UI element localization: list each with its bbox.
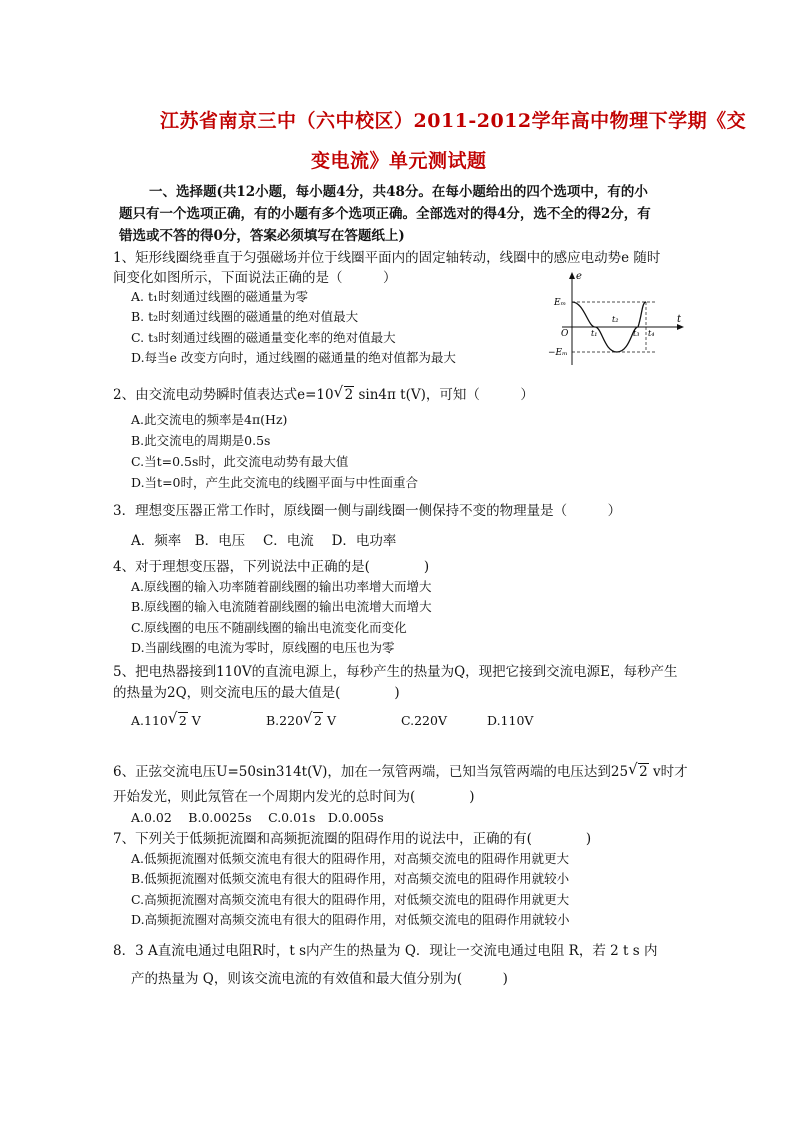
question-1-option-d: D.每当e 改变方向时，通过线圈的磁通量的绝对值都为最大: [131, 350, 456, 365]
question-4-line-1: 4、对于理想变压器，下列说法中正确的是( ): [113, 559, 430, 575]
graph-origin-label: O: [561, 329, 569, 339]
question-8-line-1: 8．3 A直流电通过电阻R时，t s内产生的热量为 Q．现让一交流电通过电阻 R，若 2 t s 内: [113, 943, 658, 959]
graph-neg-em-label: −Eₘ: [548, 348, 568, 358]
question-4-option-d: D.当副线圈的电流为零时，原线圈的电压也为零: [131, 640, 395, 655]
question-5-option-b-root: 2: [314, 713, 322, 728]
question-7-line-1: 7、下列关于低频扼流圈和高频扼流圈的阻碍作用的说法中，正确的有( ): [113, 831, 592, 847]
question-7-option-c: C.高频扼流圈对高频交流电有很大的阻碍作用，对低频交流电的阻碍作用就更大: [131, 892, 570, 907]
section-header-line-1: 一、选择题(共12小题，每小题4分，共48分。在每小题给出的四个选项中，有的小: [149, 184, 648, 200]
question-1-option-b: B. t₂时刻通过线圈的磁通量的绝对值最大: [131, 309, 359, 324]
sqrt-symbol: [170, 713, 188, 728]
graph-t-label: t: [677, 314, 682, 325]
graph-t3-label: t₃: [633, 329, 640, 338]
graph-e-axis-arrow: [569, 272, 575, 279]
graph-e-label: e: [576, 271, 582, 282]
question-2-suffix: sin4π t(V)，可知（ ）: [354, 387, 534, 403]
graph-t4-label: t₄: [648, 329, 655, 338]
question-2-option-d: D.当t=0时，产生此交流电的线圈平面与中性面重合: [131, 475, 419, 490]
question-3-line-1: 3．理想变压器正常工作时，原线圈一侧与副线圈一侧保持不变的物理量是（ ）: [113, 503, 622, 519]
question-5-option-b-prefix: B.220: [266, 713, 304, 728]
emf-time-graph: [538, 270, 688, 370]
sqrt-symbol: [336, 387, 355, 403]
question-5-option-b-suffix: V: [322, 713, 336, 728]
question-5-line-1: 5、把电热器接到110V的直流电源上，每秒产生的热量为Q，现把它接到交流电源E，每秒产生: [113, 664, 678, 680]
question-5-option-a-suffix: V: [187, 713, 201, 728]
question-3-options: A．频率 B．电压 C．电流 D．电功率: [131, 533, 397, 549]
question-6-line-1: [113, 760, 688, 780]
question-1-line-2: 间变化如图所示，下面说法正确的是（ ）: [113, 270, 397, 286]
question-7-option-a: A.低频扼流圈对低频交流电有很大的阻碍作用，对高频交流电的阻碍作用就更大: [131, 851, 570, 866]
question-5-option-c: C.220V: [401, 713, 447, 728]
question-6-suffix: v时才: [648, 764, 688, 780]
question-5-option-a-prefix: A.110: [131, 713, 168, 728]
question-2-option-b: B.此交流电的周期是0.5s: [131, 433, 271, 448]
question-5-option-b: [266, 713, 336, 728]
question-2-line-1: [113, 383, 534, 403]
question-5-option-a-root: 2: [178, 713, 187, 728]
question-4-option-c: C.原线圈的电压不随副线圈的输出电流变化而变化: [131, 620, 407, 635]
question-6-root: 2: [639, 764, 648, 780]
question-2-root: 2: [344, 387, 354, 403]
graph-em-label: Eₘ: [554, 298, 567, 308]
title-line-1: 江苏省南京三中（六中校区）2011-2012学年高中物理下学期《交: [160, 110, 747, 132]
question-5-line-2: 的热量为2Q，则交流电压的最大值是( ): [113, 685, 400, 701]
question-1-option-c: C. t₃时刻通过线圈的磁通量变化率的绝对值最大: [131, 330, 396, 345]
section-header-line-2: 题只有一个选项正确，有的小题有多个选项正确。全部选对的得4分，选不全的得2分，有: [119, 206, 651, 222]
section-header-line-3: 错选或不答的得0分，答案必须填写在答题纸上): [119, 228, 405, 244]
question-6-prefix: 6、正弦交流电压U=50sin314t(V)，加在一氖管两端，已知当氖管两端的电压达到25: [113, 764, 629, 780]
question-5-option-a: [131, 713, 201, 728]
question-7-option-b: B.低频扼流圈对低频交流电有很大的阻碍作用，对高频交流电的阻碍作用就较小: [131, 871, 570, 886]
question-1-line-1: 1、矩形线圈绕垂直于匀强磁场并位于线圈平面内的固定轴转动，线圈中的感应电动势e 随时: [113, 250, 661, 266]
question-1-option-a: A. t₁时刻通过线圈的磁通量为零: [131, 289, 309, 304]
question-2-option-a: A.此交流电的频率是4π(Hz): [131, 412, 288, 427]
question-5-option-d: D.110V: [487, 713, 534, 728]
graph-t1-label: t₁: [591, 329, 598, 338]
question-4-option-b: B.原线圈的输入电流随着副线圈的输出电流增大而增大: [131, 599, 432, 614]
question-7-option-d: D.高频扼流圈对高频交流电有很大的阻碍作用，对低频交流电的阻碍作用就较小: [131, 912, 570, 927]
question-2-prefix: 2、由交流电动势瞬时值表达式e=10: [113, 387, 334, 403]
sqrt-symbol: [305, 713, 323, 728]
question-2-option-c: C.当t=0.5s时，此交流电动势有最大值: [131, 454, 349, 469]
question-6-options: A.0.02 B.0.0025s C.0.01s D.0.005s: [131, 810, 384, 825]
question-8-line-2: 产的热量为 Q，则该交流电流的有效值和最大值分别为( ): [131, 971, 508, 987]
sqrt-symbol: [630, 764, 649, 780]
title-line-2: 变电流》单元测试题: [311, 150, 487, 172]
question-6-line-2: 开始发光，则此氖管在一个周期内发光的总时间为( ): [113, 789, 475, 805]
graph-t2-label: t₂: [612, 315, 619, 324]
question-4-option-a: A.原线圈的输入功率随着副线圈的输出功率增大而增大: [131, 579, 432, 594]
